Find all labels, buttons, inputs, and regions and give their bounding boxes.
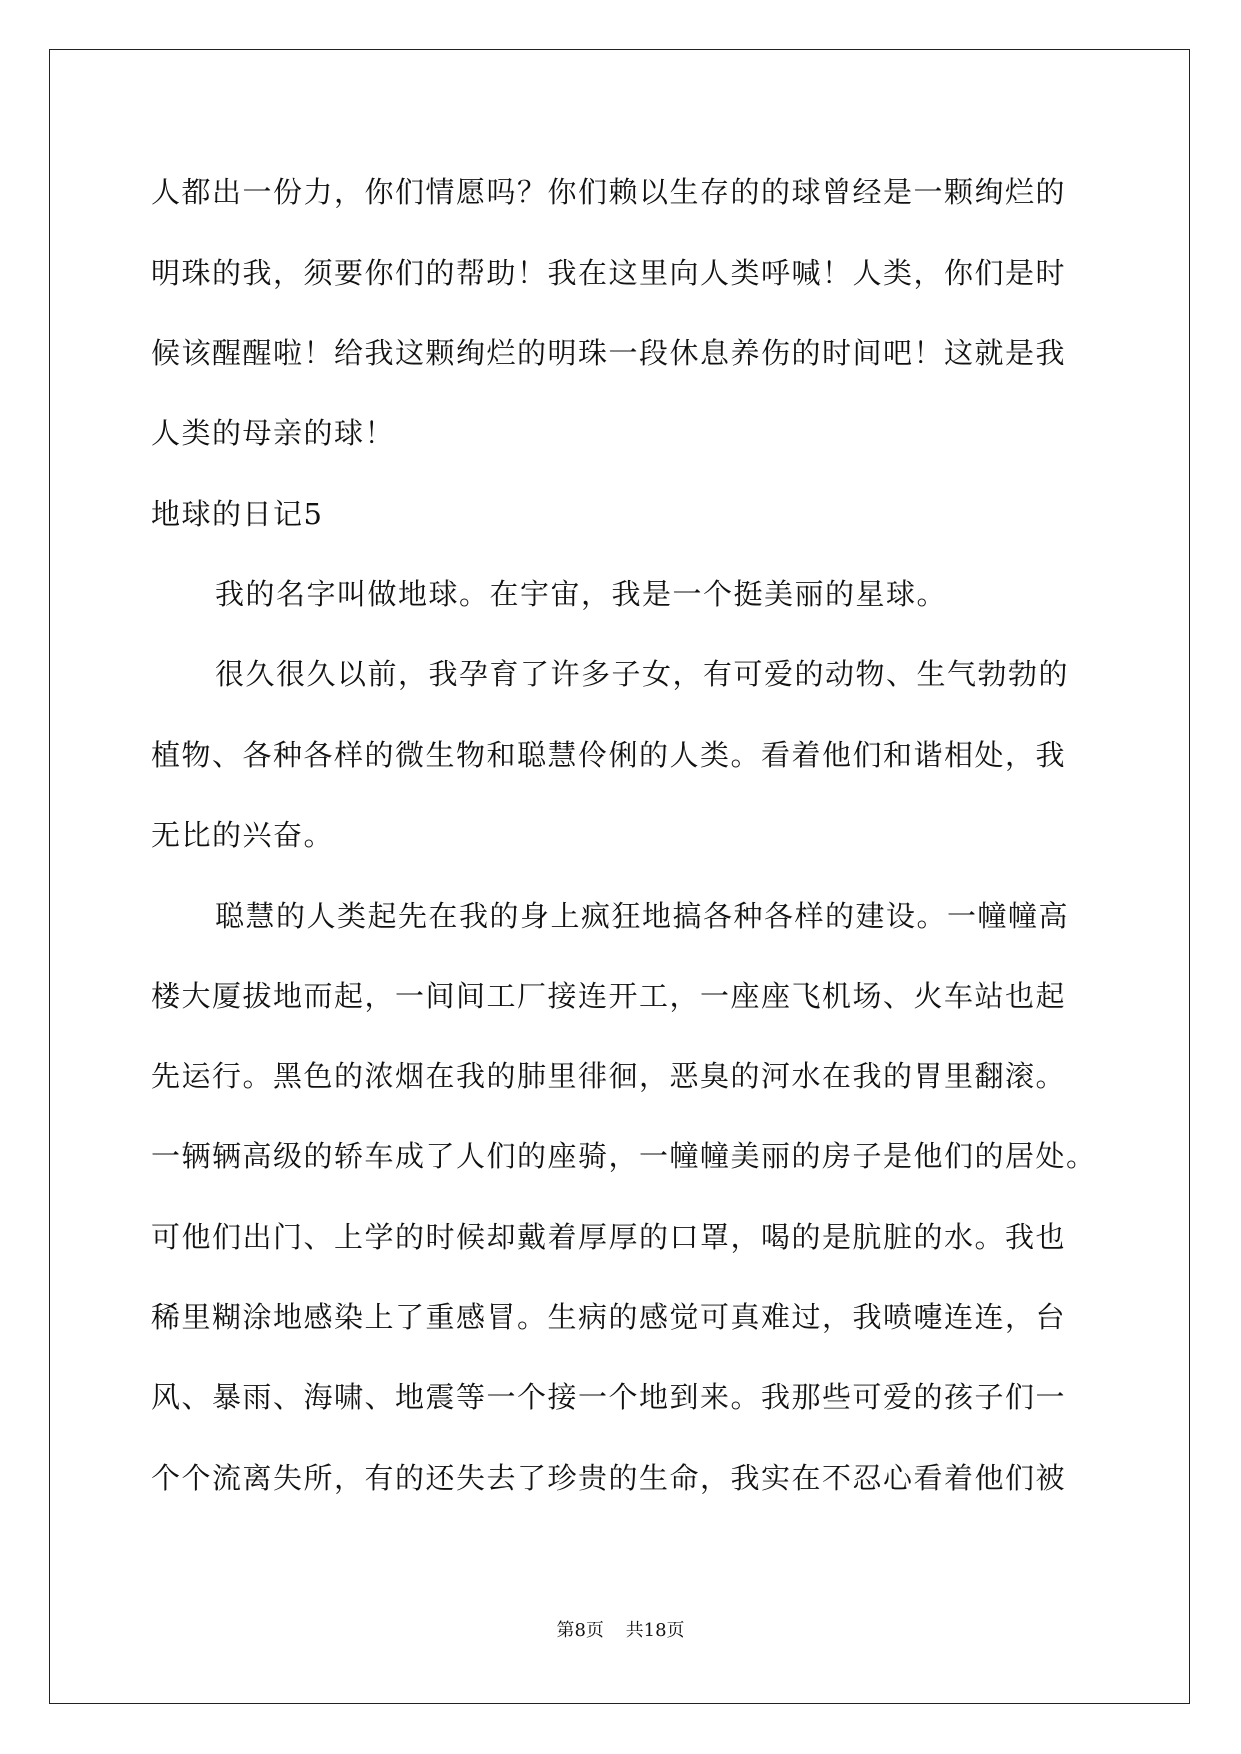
text-line: 稀里糊涂地感染上了重感冒。生病的感觉可真难过，我喷嚏连连，台 [151,1300,1067,1334]
text-line: 人类的母亲的球！ [151,416,396,450]
page-footer [0,1619,1241,1643]
text-line: 可他们出门、上学的时候却戴着厚厚的口罩，喝的是肮脏的水。我也 [151,1220,1067,1254]
text-line: 候该醒醒啦！给我这颗绚烂的明珠一段休息养伤的时间吧！这就是我 [151,336,1067,370]
page-number: 第8页 [556,1620,604,1641]
text-line: 先运行。黑色的浓烟在我的肺里徘徊，恶臭的河水在我的胃里翻滚。 [151,1059,1067,1093]
text-line: 个个流离失所，有的还失去了珍贵的生命，我实在不忍心看着他们被 [151,1461,1067,1495]
text-line: 楼大厦拔地而起，一间间工厂接连开工，一座座飞机场、火车站也起 [151,979,1067,1013]
page-border [49,49,1190,1704]
text-line: 风、暴雨、海啸、地震等一个接一个地到来。我那些可爱的孩子们一 [151,1380,1067,1414]
text-line: 聪慧的人类起先在我的身上疯狂地搞各种各样的建设。一幢幢高 [215,899,1070,933]
text-line: 植物、各种各样的微生物和聪慧伶俐的人类。看着他们和谐相处，我 [151,738,1067,772]
page-total: 共18页 [625,1620,685,1641]
text-line: 无比的兴奋。 [151,818,335,852]
text-line: 明珠的我，须要你们的帮助！我在这里向人类呼喊！人类，你们是时 [151,256,1067,290]
text-line: 人都出一份力，你们情愿吗？你们赖以生存的的球曾经是一颗绚烂的 [151,175,1067,209]
section-heading: 地球的日记5 [151,497,324,531]
text-line: 一辆辆高级的轿车成了人们的座骑，一幢幢美丽的房子是他们的居处。 [151,1139,1097,1173]
text-line: 我的名字叫做地球。在宇宙，我是一个挺美丽的星球。 [215,577,948,611]
text-line: 很久很久以前，我孕育了许多子女，有可爱的动物、生气勃勃的 [215,657,1070,691]
